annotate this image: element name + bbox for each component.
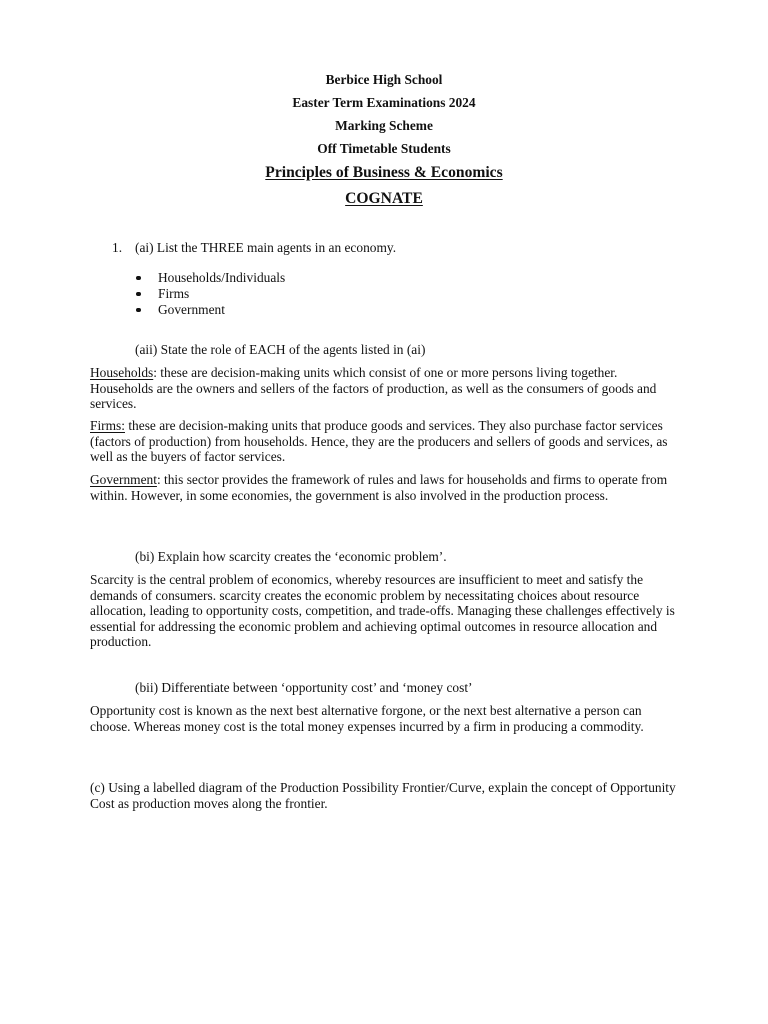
households-answer	[90, 365, 682, 412]
list-item	[135, 302, 285, 318]
question-bi: (bi) Explain how scarcity creates the ‘economic problem’.	[135, 549, 447, 564]
student-group: Off Timetable Students	[317, 141, 451, 156]
opportunity-cost-answer: Opportunity cost is known as the next best alternative forgone, or the next best alternative a person can choose. Whereas money cost is the total money expenses incurred by a firm in producing a commodity.	[90, 703, 644, 734]
firms-answer	[90, 418, 682, 465]
list-item	[135, 286, 285, 302]
subject-title: Principles of Business & Economics	[265, 164, 503, 181]
school-name: Berbice High School	[325, 72, 443, 87]
question-bii: (bii) Differentiate between ‘opportunity cost’ and ‘money cost’	[135, 680, 473, 695]
question-ai: (ai) List the THREE main agents in an economy.	[135, 240, 397, 255]
agents-list	[135, 270, 285, 318]
question-number: 1.	[112, 240, 123, 255]
question-c: (c) Using a labelled diagram of the Production Possibility Frontier/Curve, explain the concept of Opportunity Cost as production moves along the frontier.	[90, 780, 676, 811]
document-type: Marking Scheme	[335, 118, 433, 133]
bullet-icon	[136, 308, 141, 313]
agent-label: Households/Individuals	[158, 270, 286, 285]
firms-definition: these are decision-making units that produce goods and services. They also purchase factor services (factors of production) from households. Hence, they are the producers and sellers of goods and services, as well as the buyers of factor services.	[90, 418, 668, 465]
government-definition: : this sector provides the framework of rules and laws for households and firms to operate from within. However, in some economies, the government is also involved in the production process.	[90, 472, 668, 503]
agent-label: Government	[158, 302, 225, 317]
bullet-icon	[136, 292, 141, 297]
agent-label: Firms	[158, 286, 190, 301]
government-answer	[90, 472, 682, 503]
exam-title: Easter Term Examinations 2024	[292, 95, 476, 110]
firms-term: Firms:	[90, 418, 125, 433]
government-term: Government	[90, 472, 157, 487]
households-definition: : these are decision-making units which consist of one or more persons living together. Households are the owners and sellers of the factors of production, as well as the consumers of goods and services.	[90, 365, 657, 412]
bullet-icon	[136, 276, 141, 281]
scarcity-answer: Scarcity is the central problem of economics, whereby resources are insufficient to meet and satisfy the demands of consumers. scarcity creates the economic problem by necessitating choices about resource allocation, leading to opportunity costs, competition, and trade-offs. Managing these challenges effectively is essential for addressing the economic problem and achieving optimal outcomes in resource allocation and production.	[90, 572, 675, 650]
list-item	[135, 270, 285, 286]
question-aii: (aii) State the role of EACH of the agents listed in (ai)	[135, 342, 426, 357]
section-title: COGNATE	[345, 190, 423, 207]
households-term: Households	[90, 365, 154, 380]
